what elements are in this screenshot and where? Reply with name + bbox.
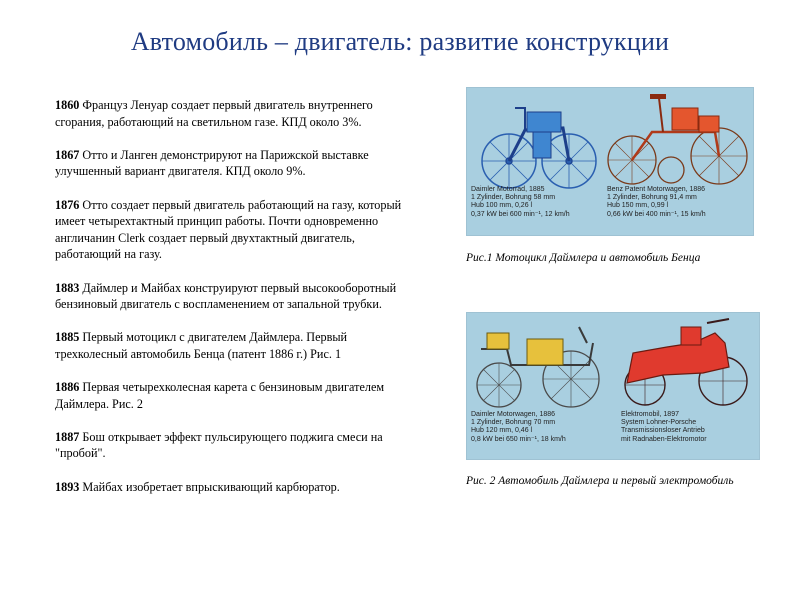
timeline-entry [55,379,420,412]
timeline-text: Бош открывает эффект пульсирующего поджига смеси на "пробой". [55,429,383,461]
figure-2-right-spec: Elektromobil, 1897 System Lohner-Porsche Transmissionsloser Antrieb mit Radnaben-Elektromotor [621,411,707,443]
timeline-entry [55,280,420,313]
figure-2-caption: Рис. 2 Автомобиль Даймлера и первый электромобиль [466,475,734,487]
timeline-text: Даймлер и Майбах конструируют первый высокооборотный бензиновый двигатель с воспламенением от запальной трубки. [55,280,397,312]
timeline-text: Первый мотоцикл с двигателем Даймлера. Первый трехколесный автомобиль Бенца (патент 1886 г.) Рис. 1 [55,330,348,361]
timeline-entry [55,197,420,263]
timeline-year: 1887 [55,429,80,444]
figure-1-caption: Рис.1 Мотоцикл Даймлера и автомобиль Бенца [466,252,701,264]
timeline-year: 1876 [55,197,80,212]
timeline-year: 1867 [55,147,80,162]
timeline-year: 1886 [55,380,80,395]
timeline-year: 1883 [55,280,80,295]
figure-1-image [466,87,754,236]
timeline-text: Отто и Ланген демонстрируют на Парижской выставке улучшенный вариант двигателя. КПД около 9%. [55,147,369,179]
timeline-year: 1860 [55,98,80,112]
timeline-text: Отто создает первый двигатель работающий на газу, который имеет четырехтактный принцип работы. Почти одновременно англичанин Clerk создает первый двухтактный двигатель, работающий на газу. [55,197,402,262]
timeline-entry [55,479,420,496]
timeline-entry [55,97,420,130]
timeline-entry [55,329,420,362]
timeline-entry [55,429,420,462]
figure-1-left-spec: Daimler Motorrad, 1885 1 Zylinder, Bohrung 58 mm Hub 100 mm, 0,26 l 0,37 kW bei 600 min⁻¹, 12 km/h [471,186,570,218]
figure-2-left-spec: Daimler Motorwagen, 1886 1 Zylinder, Bohrung 70 mm Hub 120 mm, 0,46 l 0,8 kW bei 650 min⁻¹, 18 km/h [471,411,566,443]
figure-1-right-spec: Benz Patent Motorwagen, 1886 1 Zylinder, Bohrung 91,4 mm Hub 150 mm, 0,99 l 0,66 kW bei 400 min⁻¹, 15 km/h [607,186,706,218]
timeline-text: Француз Ленуар создает первый двигатель внутреннего сгорания, работающий на светильном газе. КПД около 3%. [55,98,373,129]
timeline [55,97,420,512]
timeline-year: 1885 [55,330,80,345]
timeline-entry [55,147,420,180]
figure-2-image [466,312,760,460]
timeline-text: Майбах изобретает впрыскивающий карбюратор. [79,479,340,494]
timeline-text: Первая четырехколесная карета с бензиновым двигателем Даймлера. Рис. 2 [55,380,385,411]
timeline-year: 1893 [55,479,80,494]
page-title: Автомобиль – двигатель: развитие конструкции [130,27,670,56]
